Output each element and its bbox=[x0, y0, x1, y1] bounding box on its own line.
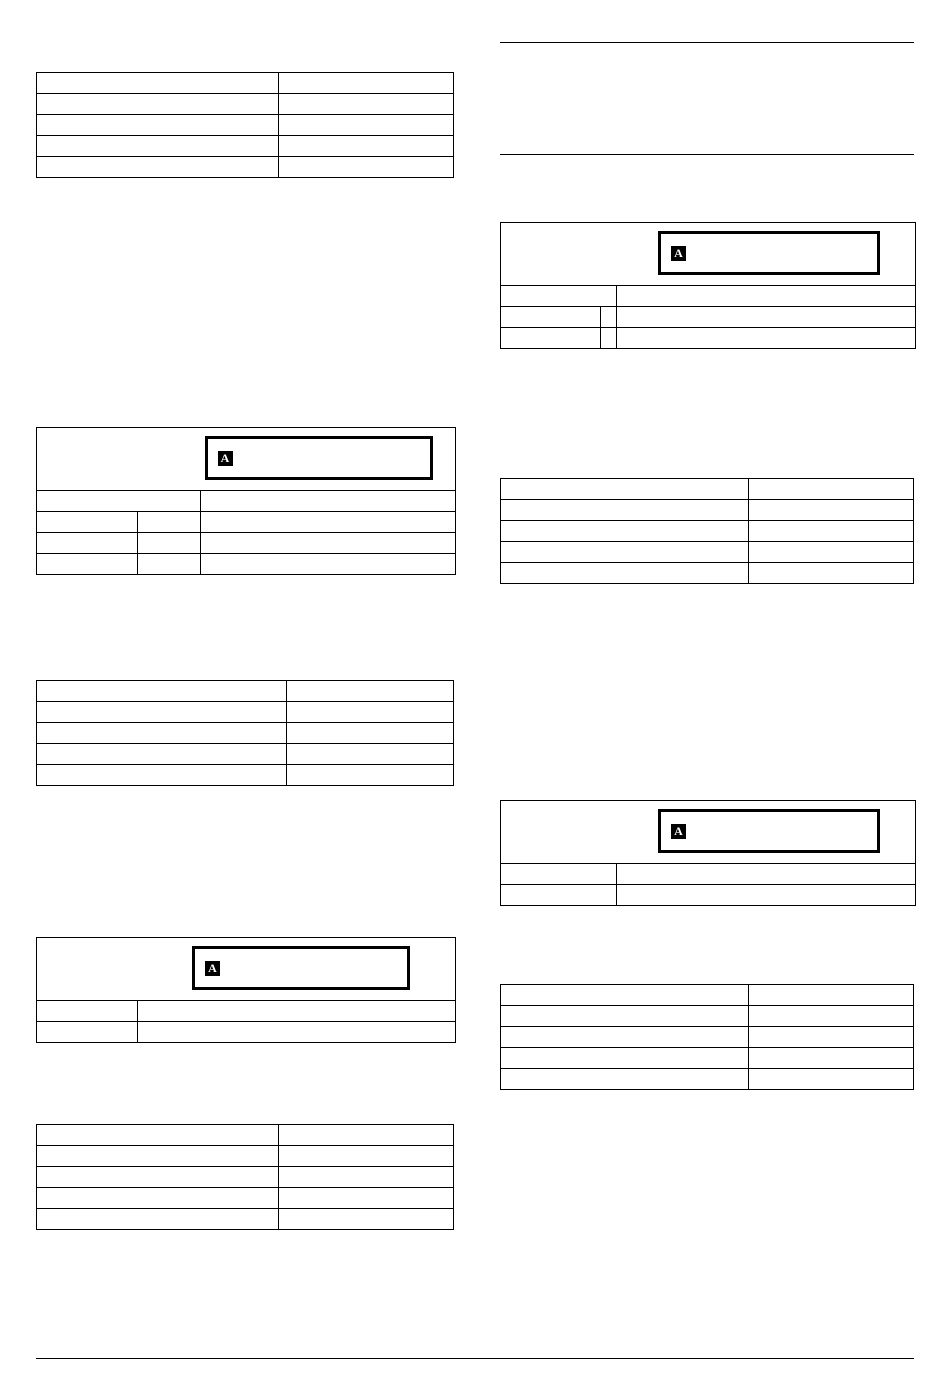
table-cell bbox=[501, 885, 617, 906]
table-cell bbox=[600, 328, 617, 349]
horizontal-rule-second bbox=[500, 154, 914, 155]
warning-badge-row bbox=[37, 938, 455, 1000]
table-cell bbox=[748, 1048, 913, 1069]
table-row bbox=[37, 1022, 455, 1043]
table-row bbox=[501, 542, 914, 563]
table-row bbox=[501, 500, 914, 521]
table-cell bbox=[278, 157, 453, 178]
table-cell bbox=[37, 533, 137, 554]
table-cell bbox=[37, 94, 279, 115]
warning-block-3 bbox=[500, 222, 916, 349]
table-cell bbox=[37, 1022, 137, 1043]
table-row bbox=[37, 73, 454, 94]
table-cell bbox=[287, 723, 454, 744]
table-cell bbox=[501, 500, 749, 521]
letter-a-icon: A bbox=[671, 824, 686, 839]
table-cell bbox=[748, 563, 913, 584]
table-row bbox=[37, 723, 454, 744]
table-row bbox=[501, 985, 914, 1006]
table-cell bbox=[617, 307, 915, 328]
table-cell bbox=[200, 491, 455, 512]
table-cell bbox=[501, 542, 749, 563]
table-cell bbox=[287, 765, 454, 786]
table-cell bbox=[278, 136, 453, 157]
table-cell bbox=[137, 512, 200, 533]
table-cell bbox=[748, 500, 913, 521]
warning-block-1 bbox=[36, 427, 456, 575]
table-cell bbox=[37, 73, 279, 94]
table-cell bbox=[748, 1027, 913, 1048]
table-cell bbox=[278, 1167, 453, 1188]
table-cell bbox=[37, 1209, 279, 1230]
table-cell bbox=[287, 702, 454, 723]
table-cell bbox=[278, 1146, 453, 1167]
letter-a-icon: A bbox=[218, 451, 233, 466]
table-cell bbox=[501, 286, 617, 307]
table-cell bbox=[37, 491, 200, 512]
table-cell bbox=[748, 985, 913, 1006]
table-row bbox=[37, 1125, 454, 1146]
specification-table-1 bbox=[36, 72, 454, 178]
table-cell bbox=[37, 512, 137, 533]
table-cell bbox=[37, 115, 279, 136]
table-row bbox=[37, 765, 454, 786]
table-cell bbox=[37, 765, 287, 786]
table-row bbox=[501, 479, 914, 500]
table-row bbox=[37, 157, 454, 178]
warning-badge-row bbox=[37, 428, 455, 490]
table-row bbox=[37, 1209, 454, 1230]
table-cell bbox=[617, 885, 915, 906]
table-row bbox=[37, 744, 454, 765]
table-row bbox=[37, 136, 454, 157]
table-row bbox=[501, 864, 915, 885]
table-cell bbox=[37, 136, 279, 157]
table-cell bbox=[278, 1209, 453, 1230]
table-cell bbox=[37, 1188, 279, 1209]
table-cell bbox=[37, 702, 287, 723]
warning-badge-row bbox=[501, 223, 915, 285]
table-row bbox=[37, 491, 455, 512]
table-row bbox=[501, 1048, 914, 1069]
table-cell bbox=[200, 512, 455, 533]
table-cell bbox=[748, 542, 913, 563]
warning-badge-row bbox=[501, 801, 915, 863]
table-row bbox=[37, 702, 454, 723]
table-row bbox=[501, 521, 914, 542]
table-cell bbox=[748, 521, 913, 542]
table-row bbox=[37, 1001, 455, 1022]
table-row bbox=[37, 1188, 454, 1209]
letter-a-icon: A bbox=[205, 961, 220, 976]
table-cell bbox=[617, 286, 915, 307]
table-row bbox=[37, 554, 455, 575]
table-cell bbox=[501, 1048, 749, 1069]
table-cell bbox=[137, 554, 200, 575]
table-row bbox=[501, 286, 915, 307]
table-cell bbox=[501, 1006, 749, 1027]
warning-badge bbox=[192, 946, 410, 990]
table-cell bbox=[278, 115, 453, 136]
table-cell bbox=[748, 1069, 913, 1090]
warning-badge bbox=[658, 231, 880, 275]
table-row bbox=[37, 533, 455, 554]
warning-block-2 bbox=[36, 937, 456, 1043]
letter-a-icon: A bbox=[671, 246, 686, 261]
table-cell bbox=[617, 328, 915, 349]
table-row bbox=[37, 1167, 454, 1188]
table-cell bbox=[600, 307, 617, 328]
table-row bbox=[501, 1069, 914, 1090]
footer-rule bbox=[36, 1358, 914, 1359]
table-row bbox=[501, 1006, 914, 1027]
table-cell bbox=[748, 1006, 913, 1027]
table-cell bbox=[501, 563, 749, 584]
table-cell bbox=[137, 1022, 455, 1043]
table-cell bbox=[278, 1125, 453, 1146]
table-cell bbox=[37, 1125, 279, 1146]
specification-table-3 bbox=[36, 1124, 454, 1230]
warning-badge bbox=[205, 436, 433, 480]
table-row bbox=[501, 307, 915, 328]
table-cell bbox=[617, 864, 915, 885]
table-cell bbox=[501, 521, 749, 542]
table-row bbox=[37, 512, 455, 533]
table-row bbox=[37, 1146, 454, 1167]
specification-table-2 bbox=[36, 680, 454, 786]
table-cell bbox=[278, 94, 453, 115]
table-row bbox=[37, 94, 454, 115]
table-cell bbox=[501, 1069, 749, 1090]
table-cell bbox=[501, 307, 600, 328]
table-cell bbox=[37, 1167, 279, 1188]
warning-badge bbox=[658, 809, 880, 853]
table-cell bbox=[37, 157, 279, 178]
table-cell bbox=[137, 1001, 455, 1022]
table-cell bbox=[200, 533, 455, 554]
table-cell bbox=[37, 681, 287, 702]
table-cell bbox=[287, 681, 454, 702]
table-cell bbox=[37, 744, 287, 765]
table-row bbox=[37, 115, 454, 136]
table-cell bbox=[278, 73, 453, 94]
table-row bbox=[501, 885, 915, 906]
table-cell bbox=[501, 1027, 749, 1048]
warning-block-4 bbox=[500, 800, 916, 906]
table-row bbox=[501, 563, 914, 584]
table-cell bbox=[200, 554, 455, 575]
table-cell bbox=[37, 723, 287, 744]
table-cell bbox=[137, 533, 200, 554]
table-cell bbox=[501, 985, 749, 1006]
table-cell bbox=[501, 864, 617, 885]
table-row bbox=[501, 328, 915, 349]
table-cell bbox=[501, 479, 749, 500]
table-cell bbox=[37, 1001, 137, 1022]
table-cell bbox=[278, 1188, 453, 1209]
table-cell bbox=[501, 328, 600, 349]
table-row bbox=[37, 681, 454, 702]
table-cell bbox=[37, 554, 137, 575]
table-row bbox=[501, 1027, 914, 1048]
specification-table-5 bbox=[500, 984, 914, 1090]
horizontal-rule-top bbox=[500, 42, 914, 43]
specification-table-4 bbox=[500, 478, 914, 584]
table-cell bbox=[287, 744, 454, 765]
table-cell bbox=[37, 1146, 279, 1167]
table-cell bbox=[748, 479, 913, 500]
